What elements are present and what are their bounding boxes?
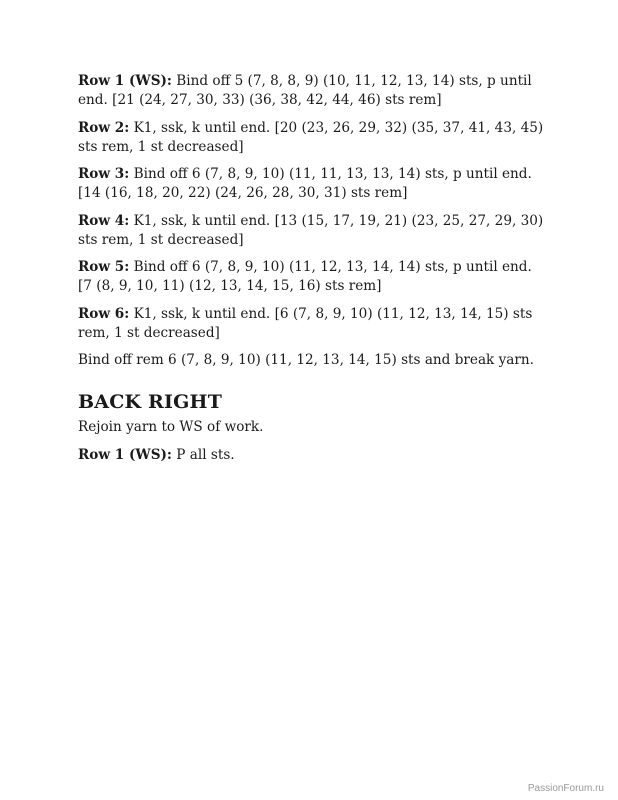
row-text: Bind off 6 (7, 8, 9, 10) (11, 12, 13, 14, 14) sts, p until end. [7 (8, 9, 10, 11) (12, 13, 14, 15, 16) sts rem]	[78, 259, 532, 294]
row-3-instruction	[78, 165, 548, 203]
row-label: Row 5:	[78, 259, 130, 275]
row-label: Row 3:	[78, 166, 130, 182]
row-1-instruction	[78, 72, 548, 110]
row-text: K1, ssk, k until end. [6 (7, 8, 9, 10) (11, 12, 13, 14, 15) sts rem, 1 st decreased]	[78, 305, 533, 341]
watermark: PassionForum.ru	[527, 783, 604, 794]
bind-off-instruction: Bind off rem 6 (7, 8, 9, 10) (11, 12, 13, 14, 15) sts and break yarn.	[78, 352, 534, 368]
row-label: Row 6:	[78, 305, 130, 322]
row-4-instruction	[78, 212, 548, 250]
row-6-instruction	[78, 305, 548, 343]
row-text: Bind off 6 (7, 8, 9, 10) (11, 11, 13, 13, 14) sts, p until end. [14 (16, 18, 20, 22) (24, 26, 28, 30, 31) sts rem]	[78, 166, 532, 201]
row-label: Row 1 (WS):	[78, 446, 172, 463]
row-text: P all sts.	[176, 446, 235, 463]
row-label: Row 1 (WS):	[78, 73, 172, 89]
rejoin-instruction: Rejoin yarn to WS of work.	[78, 419, 264, 435]
row-text: K1, ssk, k until end. [13 (15, 17, 19, 21) (23, 25, 27, 29, 30) sts rem, 1 st decreased]	[78, 212, 544, 248]
row-text: Bind off 5 (7, 8, 8, 9) (10, 11, 12, 13, 14) sts, p until end. [21 (24, 27, 30, 33) (36, 38, 42, 44, 46) sts rem]	[78, 73, 532, 108]
section-heading: BACK RIGHT	[78, 391, 223, 413]
back-right-row-1-instruction	[78, 446, 548, 465]
row-label: Row 2:	[78, 119, 130, 136]
document-page	[78, 72, 548, 473]
row-5-instruction	[78, 258, 548, 296]
row-label: Row 4:	[78, 212, 130, 229]
row-2-instruction	[78, 119, 548, 157]
row-text: K1, ssk, k until end. [20 (23, 26, 29, 32) (35, 37, 41, 43, 45) sts rem, 1 st decreased]	[78, 119, 544, 155]
